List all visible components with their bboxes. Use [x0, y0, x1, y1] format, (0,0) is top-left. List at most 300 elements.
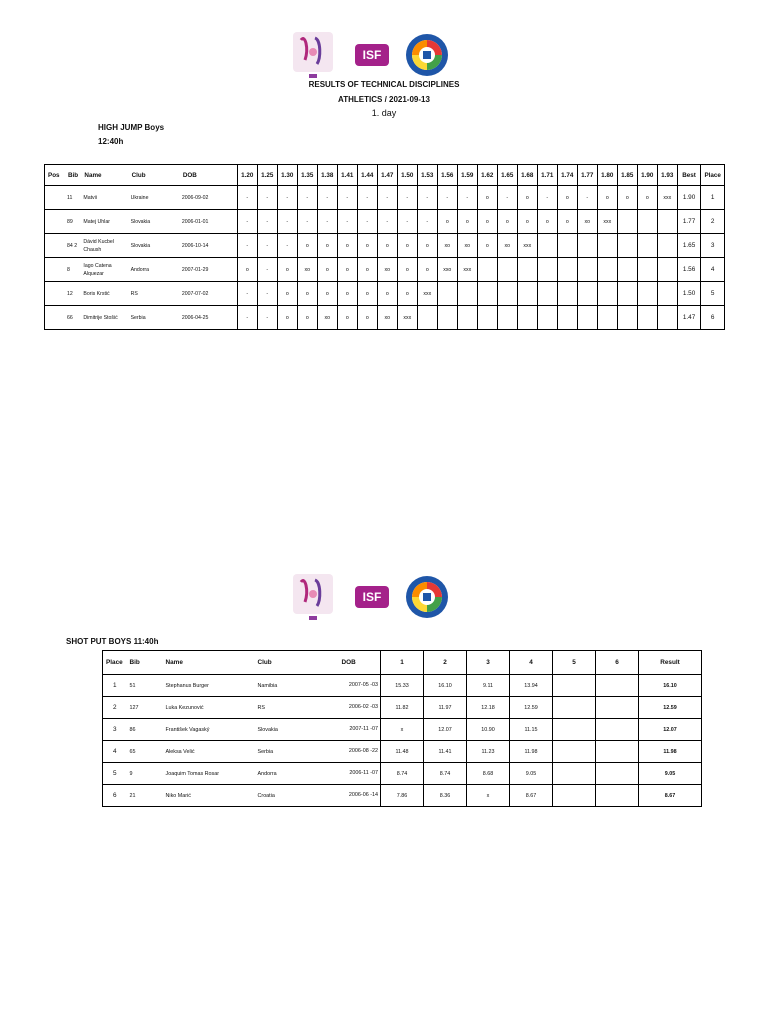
attempt-cell [657, 210, 677, 234]
club-cell: Ukraine [129, 186, 180, 210]
attempt-cell: - [257, 258, 277, 282]
results-subtitle: ATHLETICS / 2021-09-13 [338, 95, 430, 104]
attempt-cell [617, 282, 637, 306]
attempt-cell: - [277, 234, 297, 258]
attempt-cell: o [297, 282, 317, 306]
bib-cell: 8 [65, 258, 81, 282]
attempt-cell: o [497, 210, 517, 234]
federation-seal-icon [405, 33, 449, 77]
attempt-cell: - [237, 282, 257, 306]
club-cell: Slovakia [255, 719, 339, 741]
pos-cell [45, 306, 66, 330]
isf-logo: ISF [355, 586, 389, 608]
attempt-cell: o [477, 210, 497, 234]
attempt-cell: o [517, 186, 537, 210]
throw-cell: 11.97 [424, 697, 467, 719]
throw-cell: 11.23 [467, 741, 510, 763]
attempt-cell: - [317, 186, 337, 210]
column-header: 5 [553, 651, 596, 675]
column-header: 1.65 [497, 165, 517, 186]
dob-cell: 2006-01-01 [180, 210, 237, 234]
throw-cell [596, 675, 639, 697]
attempt-cell: xxx [597, 210, 617, 234]
column-header: Club [255, 651, 339, 675]
attempt-cell: - [237, 210, 257, 234]
throw-cell: 16.10 [424, 675, 467, 697]
attempt-cell: - [237, 234, 257, 258]
throw-cell: 15.33 [381, 675, 424, 697]
attempt-cell: o [397, 258, 417, 282]
results-title: RESULTS OF TECHNICAL DISCIPLINES [308, 80, 460, 89]
column-header: DOB [339, 651, 381, 675]
attempt-cell: o [297, 306, 317, 330]
attempt-cell [517, 258, 537, 282]
column-header: 1.56 [437, 165, 457, 186]
throw-cell: 8.74 [424, 763, 467, 785]
column-header: 6 [596, 651, 639, 675]
table-row [103, 675, 702, 697]
athlete-name: Stephanus Burger [163, 675, 255, 697]
bib-cell: 11 [65, 186, 81, 210]
attempt-cell: xo [437, 234, 457, 258]
place-cell: 6 [103, 785, 127, 807]
athlete-name: Luka Kezunović [163, 697, 255, 719]
bib-cell: 84 2 [65, 234, 81, 258]
result-cell: 9.05 [639, 763, 702, 785]
attempt-cell: xo [377, 258, 397, 282]
attempt-cell [537, 234, 557, 258]
attempt-cell [417, 306, 437, 330]
bib-cell: 66 [65, 306, 81, 330]
attempt-cell: o [537, 210, 557, 234]
column-header: 1 [381, 651, 424, 675]
pos-cell [45, 282, 66, 306]
bib-cell: 12 [65, 282, 81, 306]
column-header: 1.25 [257, 165, 277, 186]
column-header: 1.59 [457, 165, 477, 186]
club-cell: Slovakia [129, 234, 180, 258]
shot-put-results-table [102, 650, 702, 807]
athlete-name: Matej Uhlar [81, 210, 128, 234]
table-row [45, 186, 725, 210]
pos-cell [45, 210, 66, 234]
attempt-cell: xo [577, 210, 597, 234]
throw-cell [553, 675, 596, 697]
column-header: Bib [65, 165, 81, 186]
isf-logo: ISF [355, 44, 389, 66]
attempt-cell [577, 282, 597, 306]
club-cell: Andorra [255, 763, 339, 785]
dob-cell: 2007-07-02 [180, 282, 237, 306]
dob-cell: 2007-01-29 [180, 258, 237, 282]
bib-cell: 9 [127, 763, 163, 785]
shot-put-event-title: SHOT PUT BOYS 11:40h [66, 637, 159, 646]
throw-cell [553, 741, 596, 763]
result-cell: 8.67 [639, 785, 702, 807]
table-row [45, 282, 725, 306]
column-header: 1.74 [557, 165, 577, 186]
second-logos [291, 572, 449, 622]
attempt-cell: xxx [397, 306, 417, 330]
bib-cell: 21 [127, 785, 163, 807]
athlete-name: Joaquim Tomas Rosar [163, 763, 255, 785]
attempt-cell [517, 282, 537, 306]
throw-cell: 9.11 [467, 675, 510, 697]
column-header: 1.50 [397, 165, 417, 186]
athlete-name: Niko Marić [163, 785, 255, 807]
table-header-row [103, 651, 702, 675]
attempt-cell: - [397, 186, 417, 210]
athlete-name: Iago Catena Alquezar [81, 258, 128, 282]
top-logos [291, 30, 449, 80]
athlete-name: Boris Krstić [81, 282, 128, 306]
attempt-cell: xxx [517, 234, 537, 258]
table-row [45, 210, 725, 234]
throw-cell: 8.36 [424, 785, 467, 807]
athlete-name: Dimitrije Stošić [81, 306, 128, 330]
column-header: 1.90 [637, 165, 657, 186]
attempt-cell: o [377, 282, 397, 306]
throw-cell: 9.05 [510, 763, 553, 785]
attempt-cell: xxx [457, 258, 477, 282]
column-header: 1.80 [597, 165, 617, 186]
attempt-cell [437, 282, 457, 306]
dob-cell: 2006-11 -07 [339, 763, 381, 785]
games-emblem-icon [291, 572, 335, 622]
column-header: Bib [127, 651, 163, 675]
attempt-cell [617, 306, 637, 330]
bib-cell: 86 [127, 719, 163, 741]
best-cell: 1.56 [677, 258, 701, 282]
attempt-cell [657, 282, 677, 306]
throw-cell: 12.18 [467, 697, 510, 719]
table-row [103, 697, 702, 719]
attempt-cell [537, 258, 557, 282]
dob-cell: 2006-06 -14 [339, 785, 381, 807]
high-jump-time: 12:40h [98, 137, 124, 146]
attempt-cell: - [497, 186, 517, 210]
attempt-cell [537, 282, 557, 306]
attempt-cell [517, 306, 537, 330]
attempt-cell [597, 234, 617, 258]
dob-cell: 2007-05 -03 [339, 675, 381, 697]
throw-cell: 8.68 [467, 763, 510, 785]
attempt-cell: - [277, 186, 297, 210]
throw-cell [596, 785, 639, 807]
club-cell: RS [255, 697, 339, 719]
attempt-cell [557, 282, 577, 306]
result-cell: 16.10 [639, 675, 702, 697]
column-header: Place [701, 165, 725, 186]
attempt-cell [637, 234, 657, 258]
attempt-cell: o [337, 306, 357, 330]
attempt-cell [477, 306, 497, 330]
high-jump-event-title: HIGH JUMP Boys [98, 123, 165, 132]
attempt-cell [637, 282, 657, 306]
attempt-cell: xxo [437, 258, 457, 282]
club-cell: Croatia [255, 785, 339, 807]
attempt-cell: o [317, 282, 337, 306]
attempt-cell: - [297, 186, 317, 210]
column-header: Result [639, 651, 702, 675]
pos-cell [45, 186, 66, 210]
athlete-name: Matvii [81, 186, 128, 210]
attempt-cell: - [337, 210, 357, 234]
club-cell: Serbia [129, 306, 180, 330]
column-header: 1.68 [517, 165, 537, 186]
attempt-cell [657, 306, 677, 330]
pos-cell [45, 234, 66, 258]
column-header: 1.77 [577, 165, 597, 186]
place-cell: 4 [701, 258, 725, 282]
attempt-cell: o [557, 186, 577, 210]
throw-cell: 12.59 [510, 697, 553, 719]
best-cell: 1.47 [677, 306, 701, 330]
result-cell: 11.98 [639, 741, 702, 763]
best-cell: 1.65 [677, 234, 701, 258]
attempt-cell [557, 306, 577, 330]
club-cell: RS [129, 282, 180, 306]
attempt-cell [657, 258, 677, 282]
throw-cell: 12.07 [424, 719, 467, 741]
table-row [45, 258, 725, 282]
column-header: 1.62 [477, 165, 497, 186]
attempt-cell: xxx [417, 282, 437, 306]
attempt-cell: - [357, 210, 377, 234]
dob-cell: 2006-08 -22 [339, 741, 381, 763]
games-emblem-icon [291, 30, 335, 80]
attempt-cell: o [477, 186, 497, 210]
place-cell: 1 [103, 675, 127, 697]
attempt-cell: o [597, 186, 617, 210]
column-header: 2 [424, 651, 467, 675]
place-cell: 4 [103, 741, 127, 763]
column-header: 1.53 [417, 165, 437, 186]
attempt-cell [617, 258, 637, 282]
column-header: Name [163, 651, 255, 675]
attempt-cell [577, 258, 597, 282]
column-header: 3 [467, 651, 510, 675]
throw-cell: 8.74 [381, 763, 424, 785]
column-header: 1.41 [337, 165, 357, 186]
attempt-cell: - [297, 210, 317, 234]
throw-cell: 11.82 [381, 697, 424, 719]
throw-cell: 11.15 [510, 719, 553, 741]
attempt-cell: - [417, 210, 437, 234]
best-cell: 1.50 [677, 282, 701, 306]
column-header: 1.35 [297, 165, 317, 186]
column-header: Best [677, 165, 701, 186]
club-cell: Andorra [129, 258, 180, 282]
attempt-cell: o [557, 210, 577, 234]
attempt-cell: o [617, 186, 637, 210]
place-cell: 2 [701, 210, 725, 234]
attempt-cell [637, 210, 657, 234]
attempt-cell: xo [497, 234, 517, 258]
best-cell: 1.77 [677, 210, 701, 234]
attempt-cell: o [337, 258, 357, 282]
club-cell: Serbia [255, 741, 339, 763]
column-header: 1.38 [317, 165, 337, 186]
attempt-cell: o [417, 234, 437, 258]
club-cell: Namibia [255, 675, 339, 697]
attempt-cell [457, 282, 477, 306]
attempt-cell: - [377, 210, 397, 234]
throw-cell: x [467, 785, 510, 807]
attempt-cell [477, 282, 497, 306]
column-header: DOB [180, 165, 237, 186]
attempt-cell: o [637, 186, 657, 210]
attempt-cell: xo [377, 306, 397, 330]
attempt-cell [477, 258, 497, 282]
place-cell: 6 [701, 306, 725, 330]
attempt-cell [617, 234, 637, 258]
throw-cell: 10.90 [467, 719, 510, 741]
attempt-cell [537, 306, 557, 330]
column-header: 4 [510, 651, 553, 675]
club-cell: Slovakia [129, 210, 180, 234]
attempt-cell: o [237, 258, 257, 282]
attempt-cell: o [437, 210, 457, 234]
attempt-cell: o [277, 282, 297, 306]
throw-cell: 7.86 [381, 785, 424, 807]
attempt-cell: o [397, 234, 417, 258]
throw-cell [553, 697, 596, 719]
attempt-cell [637, 258, 657, 282]
attempt-cell [577, 234, 597, 258]
table-row [103, 763, 702, 785]
attempt-cell [497, 282, 517, 306]
result-cell: 12.07 [639, 719, 702, 741]
throw-cell [596, 697, 639, 719]
dob-cell: 2006-02 -03 [339, 697, 381, 719]
attempt-cell: o [357, 234, 377, 258]
athlete-name: Aleksa Velić [163, 741, 255, 763]
attempt-cell: o [297, 234, 317, 258]
throw-cell [596, 741, 639, 763]
column-header: 1.93 [657, 165, 677, 186]
attempt-cell: - [257, 186, 277, 210]
attempt-cell: - [237, 186, 257, 210]
attempt-cell: o [457, 210, 477, 234]
throw-cell [553, 719, 596, 741]
attempt-cell: o [277, 306, 297, 330]
table-header-row [45, 165, 725, 186]
result-cell: 12.59 [639, 697, 702, 719]
pos-cell [45, 258, 66, 282]
table-row [103, 741, 702, 763]
attempt-cell [597, 306, 617, 330]
attempt-cell: - [337, 186, 357, 210]
attempt-cell [457, 306, 477, 330]
column-header: 1.71 [537, 165, 557, 186]
attempt-cell: - [457, 186, 477, 210]
bib-cell: 89 [65, 210, 81, 234]
attempt-cell: o [397, 282, 417, 306]
attempt-cell: o [277, 258, 297, 282]
place-cell: 3 [701, 234, 725, 258]
attempt-cell [557, 258, 577, 282]
place-cell: 1 [701, 186, 725, 210]
attempt-cell: - [437, 186, 457, 210]
table-row [103, 785, 702, 807]
attempt-cell: - [257, 306, 277, 330]
dob-cell: 2006-09-02 [180, 186, 237, 210]
best-cell: 1.90 [677, 186, 701, 210]
attempt-cell: o [357, 258, 377, 282]
day-label: 1. day [371, 108, 397, 118]
attempt-cell: o [377, 234, 397, 258]
attempt-cell [497, 306, 517, 330]
bib-cell: 65 [127, 741, 163, 763]
high-jump-results-table [44, 164, 725, 330]
throw-cell: 11.41 [424, 741, 467, 763]
throw-cell: 8.67 [510, 785, 553, 807]
throw-cell [553, 785, 596, 807]
place-cell: 5 [701, 282, 725, 306]
attempt-cell: - [577, 186, 597, 210]
athlete-name: František Vagaský [163, 719, 255, 741]
column-header: Place [103, 651, 127, 675]
table-row [45, 306, 725, 330]
attempt-cell: - [257, 210, 277, 234]
place-cell: 3 [103, 719, 127, 741]
attempt-cell [637, 306, 657, 330]
throw-cell [596, 763, 639, 785]
place-cell: 5 [103, 763, 127, 785]
attempt-cell: xo [317, 306, 337, 330]
attempt-cell: xxx [657, 186, 677, 210]
attempt-cell: xo [457, 234, 477, 258]
attempt-cell [597, 282, 617, 306]
column-header: 1.85 [617, 165, 637, 186]
dob-cell: 2007-11 -07 [339, 719, 381, 741]
column-header: 1.30 [277, 165, 297, 186]
dob-cell: 2006-04-25 [180, 306, 237, 330]
attempt-cell: o [417, 258, 437, 282]
attempt-cell: - [237, 306, 257, 330]
attempt-cell: - [317, 210, 337, 234]
column-header: 1.47 [377, 165, 397, 186]
dob-cell: 2006-10-14 [180, 234, 237, 258]
attempt-cell: o [517, 210, 537, 234]
attempt-cell: o [337, 234, 357, 258]
table-row [103, 719, 702, 741]
attempt-cell: o [317, 258, 337, 282]
column-header: Club [129, 165, 180, 186]
throw-cell: x [381, 719, 424, 741]
column-header: Name [81, 165, 128, 186]
athlete-name: Dávid Kucbel Chaush [81, 234, 128, 258]
throw-cell: 11.98 [510, 741, 553, 763]
column-header: 1.20 [237, 165, 257, 186]
attempt-cell: - [377, 186, 397, 210]
throw-cell [553, 763, 596, 785]
attempt-cell [617, 210, 637, 234]
throw-cell [596, 719, 639, 741]
place-cell: 2 [103, 697, 127, 719]
attempt-cell [437, 306, 457, 330]
attempt-cell: - [357, 186, 377, 210]
attempt-cell [557, 234, 577, 258]
attempt-cell [497, 258, 517, 282]
attempt-cell [597, 258, 617, 282]
attempt-cell: - [257, 282, 277, 306]
column-header: 1.44 [357, 165, 377, 186]
attempt-cell: - [277, 210, 297, 234]
attempt-cell [657, 234, 677, 258]
attempt-cell: xo [297, 258, 317, 282]
